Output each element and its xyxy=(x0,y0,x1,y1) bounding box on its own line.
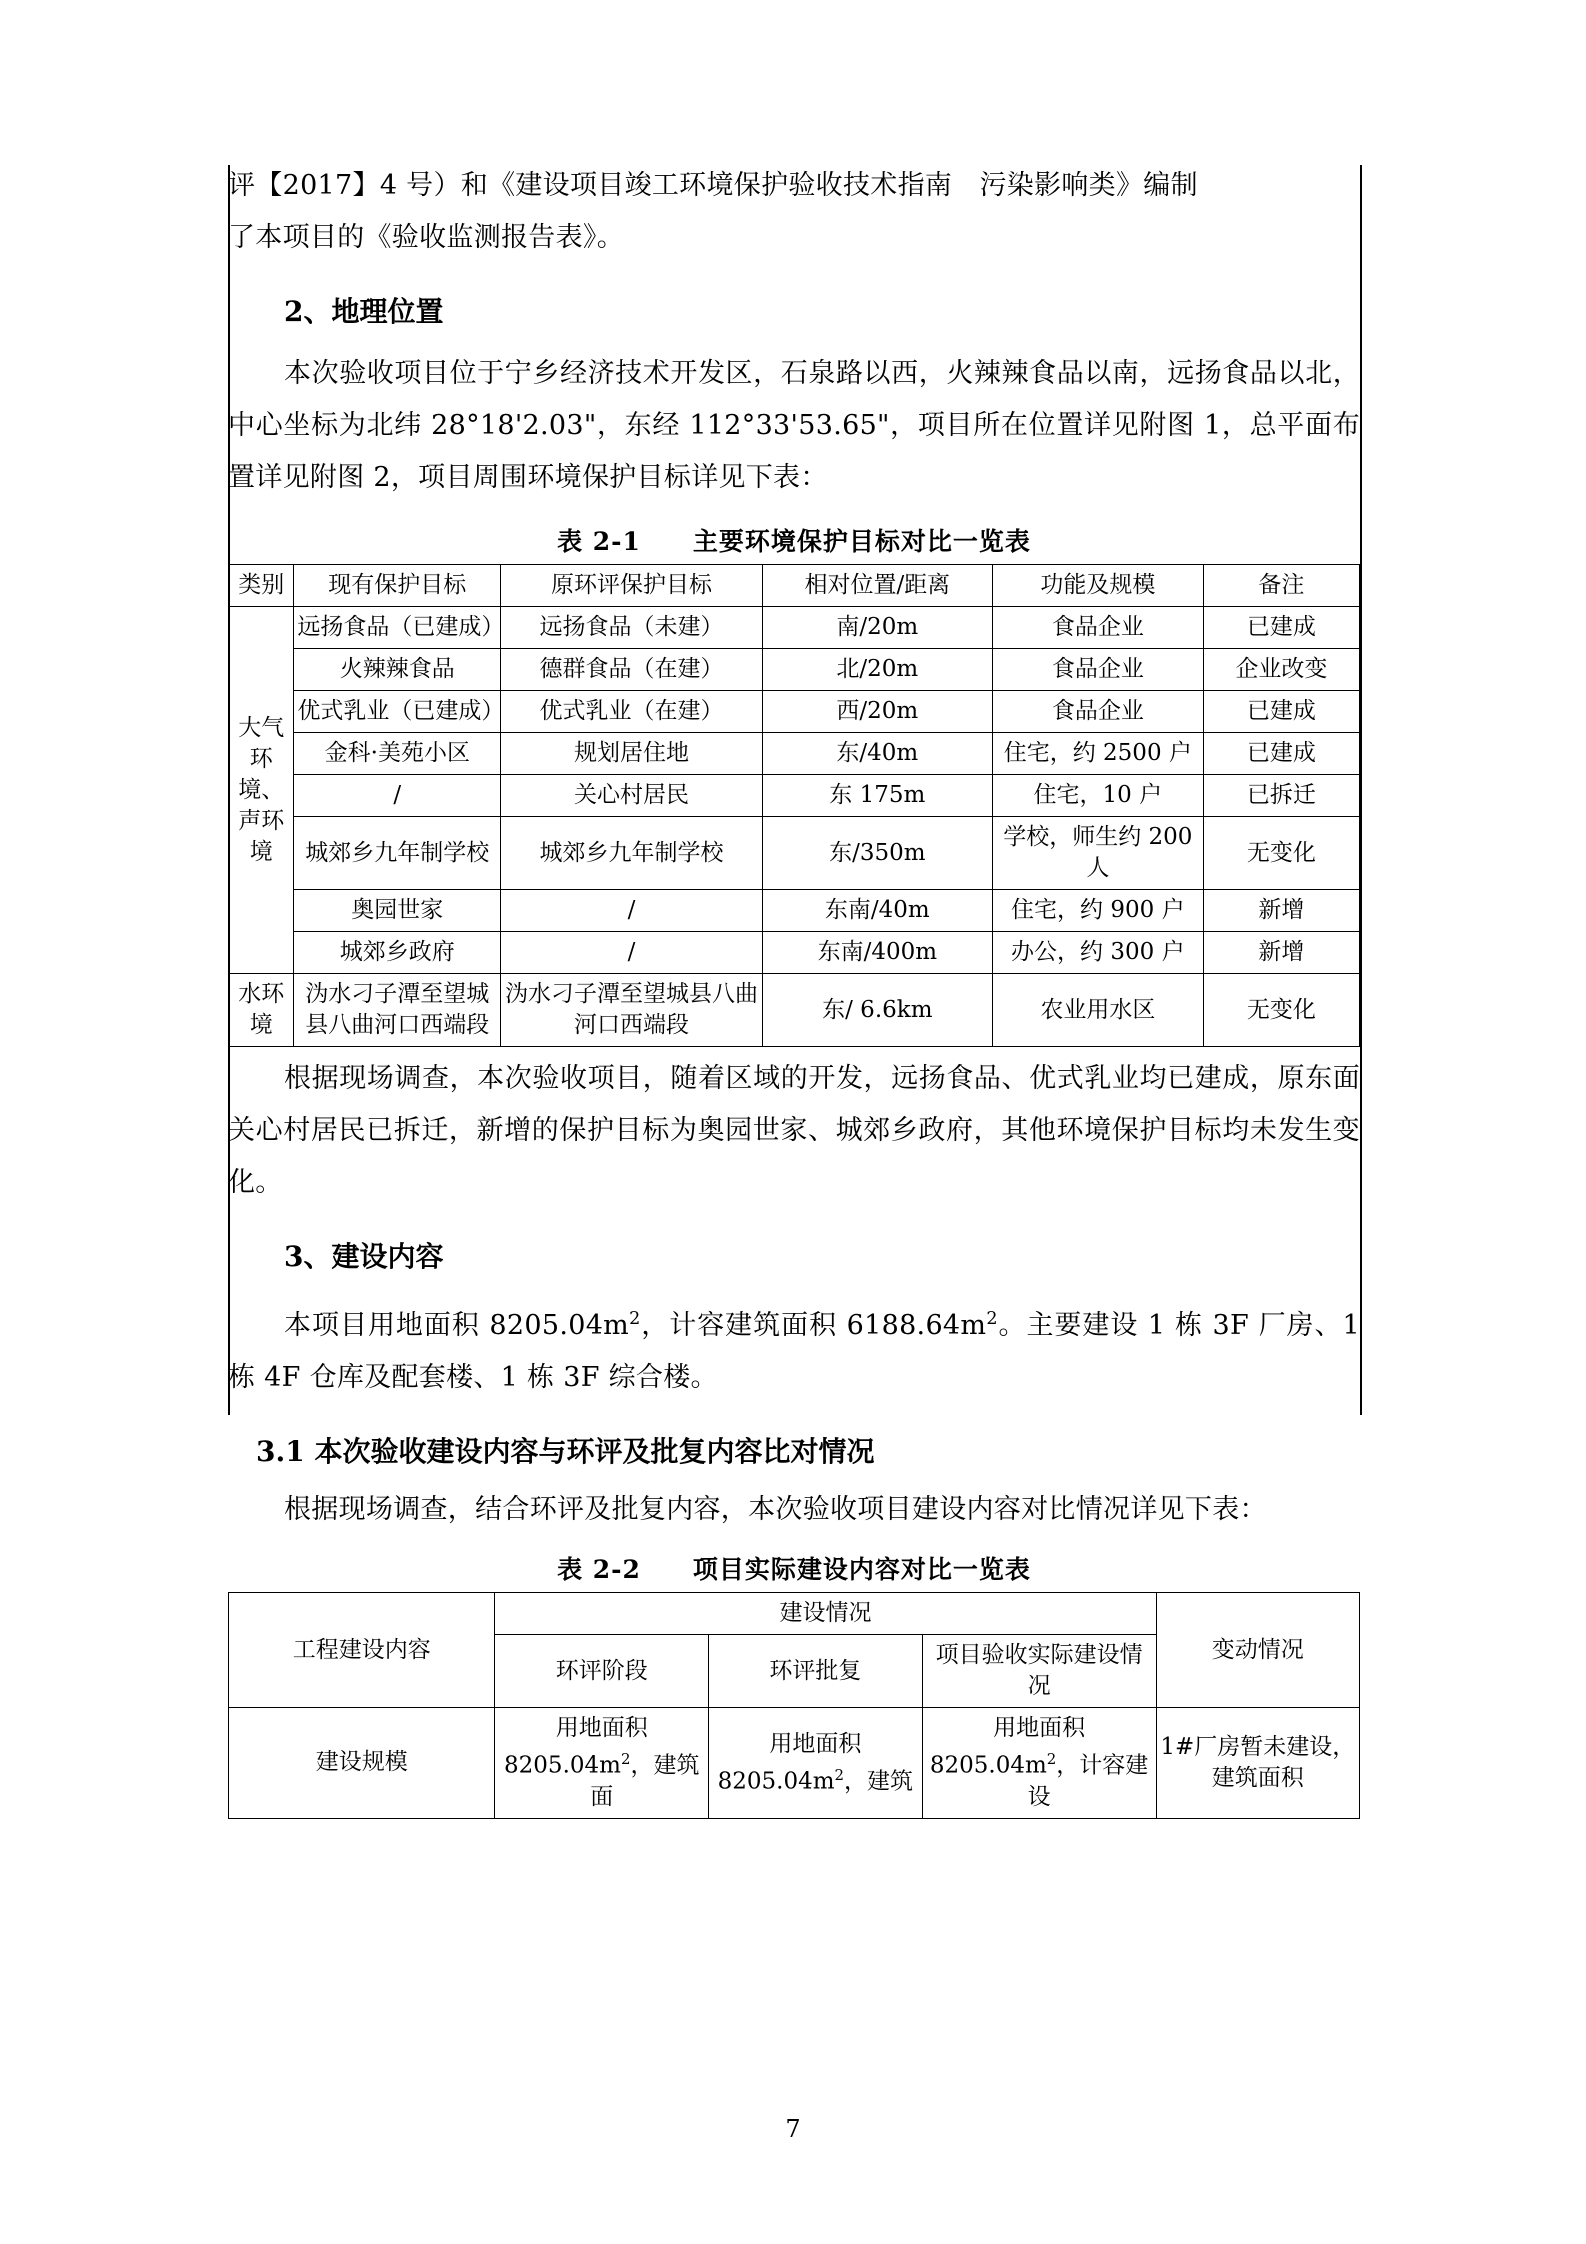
th-construction-status: 建设情况 xyxy=(495,1593,1156,1635)
th-category: 类别 xyxy=(229,565,294,607)
td-actual-value xyxy=(922,1708,1156,1819)
th-remark: 备注 xyxy=(1203,565,1359,607)
td-current-target: 奥园世家 xyxy=(294,890,501,932)
td-original-target: 优式乳业（在建） xyxy=(501,691,763,733)
td-function-scale: 住宅，约 900 户 xyxy=(992,890,1203,932)
table-row xyxy=(229,775,1360,817)
table-2-1-caption: 表 2-1 主要环境保护目标对比一览表 xyxy=(557,527,1031,556)
td-eia-stage-value xyxy=(495,1708,709,1819)
td-remark: 已拆迁 xyxy=(1203,775,1359,817)
td-original-target: 沩水刁子潭至望城县八曲河口西端段 xyxy=(501,974,763,1047)
td-current-target: 火辣辣食品 xyxy=(294,649,501,691)
td-group-air-noise: 大气环境、声环境 xyxy=(229,607,294,974)
text-part: 用地面积 8205.04m xyxy=(929,1715,1086,1779)
th-actual-acceptance: 项目验收实际建设情况 xyxy=(922,1635,1156,1708)
td-construction-scale-label: 建设规模 xyxy=(229,1708,495,1819)
td-remark: 已建成 xyxy=(1203,733,1359,775)
text-area-part2: ，计容建筑面积 6188.64m xyxy=(640,1310,987,1341)
td-change-value: 1#厂房暂未建设，建筑面积 xyxy=(1156,1708,1359,1819)
table-row xyxy=(229,691,1360,733)
paragraph-construction-area xyxy=(228,1293,1360,1404)
paragraph-intro-line2: 了本项目的《验收监测报告表》。 xyxy=(228,222,624,253)
td-original-target: / xyxy=(501,932,763,974)
text-part: ，建筑面 xyxy=(590,1752,700,1810)
td-original-target: 规划居住地 xyxy=(501,733,763,775)
td-original-target: 德群食品（在建） xyxy=(501,649,763,691)
td-current-target: 城郊乡九年制学校 xyxy=(294,817,501,890)
text-part: ，计容建设 xyxy=(1027,1752,1149,1810)
td-function-scale: 住宅，约 2500 户 xyxy=(992,733,1203,775)
td-current-target: 城郊乡政府 xyxy=(294,932,501,974)
td-relative-position: 东 175m xyxy=(762,775,992,817)
th-eia-approval: 环评批复 xyxy=(709,1635,923,1708)
td-function-scale: 食品企业 xyxy=(992,607,1203,649)
td-function-scale: 食品企业 xyxy=(992,649,1203,691)
table-header-row xyxy=(229,565,1360,607)
document-content xyxy=(228,160,1360,1819)
text-part: 用地面积 8205.04m xyxy=(504,1715,648,1779)
heading-geographic-location: 2、地理位置 xyxy=(284,295,444,328)
paragraph-location: 本次验收项目位于宁乡经济技术开发区，石泉路以西，火辣辣食品以南，远扬食品以北，中心坐标为北纬 28°18'2.03"，东经 112°33'53.65"，项目所在位置详见附图 1，总平面布置详见附图 2，项目周围环境保护目标详见下表： xyxy=(228,358,1360,493)
th-change-status: 变动情况 xyxy=(1156,1593,1359,1708)
table-row xyxy=(229,890,1360,932)
superscript-2: 2 xyxy=(834,1765,845,1784)
td-remark: 无变化 xyxy=(1203,974,1359,1047)
td-relative-position: 东南/40m xyxy=(762,890,992,932)
td-relative-position: 南/20m xyxy=(762,607,992,649)
superscript-2: 2 xyxy=(629,1309,641,1329)
th-project-content: 工程建设内容 xyxy=(229,1593,495,1708)
td-eia-approval-value xyxy=(709,1708,923,1819)
td-remark: 企业改变 xyxy=(1203,649,1359,691)
td-remark: 已建成 xyxy=(1203,607,1359,649)
td-group-water: 水环境 xyxy=(229,974,294,1047)
text-part: 用地面积 8205.04m xyxy=(717,1730,862,1795)
td-current-target: / xyxy=(294,775,501,817)
td-relative-position: 东/40m xyxy=(762,733,992,775)
td-function-scale: 农业用水区 xyxy=(992,974,1203,1047)
td-function-scale: 食品企业 xyxy=(992,691,1203,733)
td-remark: 新增 xyxy=(1203,890,1359,932)
text-part: ，建筑 xyxy=(844,1768,914,1795)
table-2-2-caption: 表 2-2 项目实际建设内容对比一览表 xyxy=(557,1555,1031,1584)
td-current-target: 沩水刁子潭至望城县八曲河口西端段 xyxy=(294,974,501,1047)
td-function-scale: 办公，约 300 户 xyxy=(992,932,1203,974)
td-original-target: 城郊乡九年制学校 xyxy=(501,817,763,890)
paragraph-comparison-intro: 根据现场调查，结合环评及批复内容，本次验收项目建设内容对比情况详见下表： xyxy=(284,1494,1267,1525)
td-relative-position: 东/350m xyxy=(762,817,992,890)
table-header-row xyxy=(229,1593,1360,1635)
superscript-2: 2 xyxy=(1046,1750,1057,1768)
table-row xyxy=(229,733,1360,775)
th-original-target: 原环评保护目标 xyxy=(501,565,763,607)
td-current-target: 金科·美苑小区 xyxy=(294,733,501,775)
table-row xyxy=(229,974,1360,1047)
heading-3-1: 3.1 本次验收建设内容与环评及批复内容比对情况 xyxy=(256,1435,875,1468)
th-current-target: 现有保护目标 xyxy=(294,565,501,607)
th-function-scale: 功能及规模 xyxy=(992,565,1203,607)
heading-construction-content: 3、建设内容 xyxy=(284,1240,444,1273)
td-original-target: / xyxy=(501,890,763,932)
td-remark: 无变化 xyxy=(1203,817,1359,890)
td-original-target: 关心村居民 xyxy=(501,775,763,817)
table-row xyxy=(229,607,1360,649)
td-function-scale: 学校，师生约 200 人 xyxy=(992,817,1203,890)
paragraph-intro-line1: 评【2017】4 号）和《建设项目竣工环境保护验收技术指南 污染影响类》编制 xyxy=(228,170,1198,201)
td-function-scale: 住宅，10 户 xyxy=(992,775,1203,817)
td-current-target: 优式乳业（已建成） xyxy=(294,691,501,733)
table-row xyxy=(229,817,1360,890)
td-relative-position: 西/20m xyxy=(762,691,992,733)
td-remark: 已建成 xyxy=(1203,691,1359,733)
td-remark: 新增 xyxy=(1203,932,1359,974)
table-row xyxy=(229,1708,1360,1819)
td-relative-position: 东南/400m xyxy=(762,932,992,974)
paragraph-survey-result: 根据现场调查，本次验收项目，随着区域的开发，远扬食品、优式乳业均已建成，原东面关心村居民已拆迁，新增的保护目标为奥园世家、城郊乡政府，其他环境保护目标均未发生变化。 xyxy=(228,1063,1360,1198)
page-number: 7 xyxy=(785,2115,801,2143)
th-relative-position: 相对位置/距离 xyxy=(762,565,992,607)
text-area-part3: 。主要建设 1 栋 3F 厂房、1 栋 4F 仓库及配套楼、1 栋 3F 综合楼。 xyxy=(228,1310,1360,1393)
td-relative-position: 北/20m xyxy=(762,649,992,691)
table-row xyxy=(229,932,1360,974)
table-actual-construction-comparison xyxy=(228,1592,1360,1819)
td-relative-position: 东/ 6.6km xyxy=(762,974,992,1047)
td-current-target: 远扬食品（已建成） xyxy=(294,607,501,649)
table-environmental-targets xyxy=(228,564,1360,1047)
td-original-target: 远扬食品（未建） xyxy=(501,607,763,649)
text-area-part1: 本项目用地面积 8205.04m xyxy=(284,1310,630,1341)
superscript-2: 2 xyxy=(620,1750,631,1768)
th-eia-stage: 环评阶段 xyxy=(495,1635,709,1708)
table-row xyxy=(229,649,1360,691)
superscript-2: 2 xyxy=(986,1309,998,1329)
